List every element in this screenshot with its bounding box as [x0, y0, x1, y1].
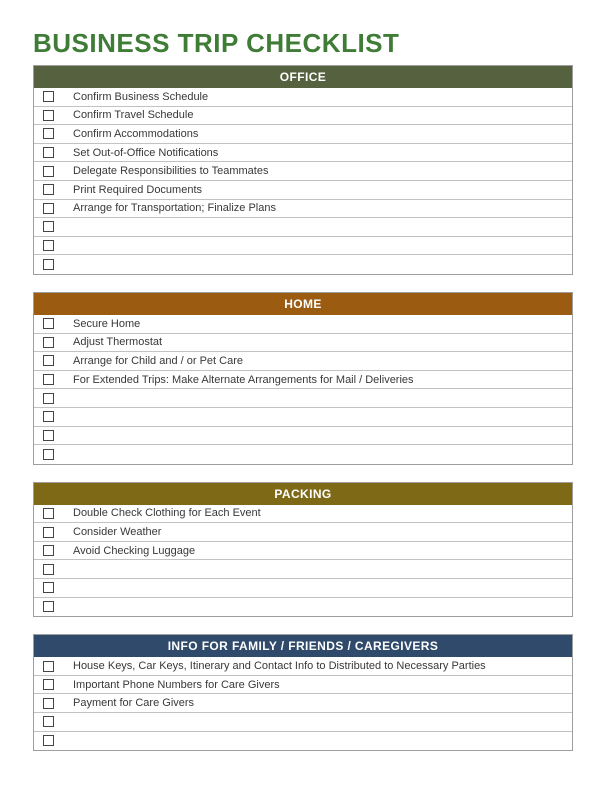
- row-label: Arrange for Transportation; Finalize Plans: [73, 202, 276, 215]
- checkbox[interactable]: [43, 203, 54, 214]
- checklist-row-empty: [34, 713, 572, 732]
- checklist-row-empty: [34, 445, 572, 464]
- checkbox[interactable]: [43, 430, 54, 441]
- checkbox[interactable]: [43, 355, 54, 366]
- checklist-row-empty: [34, 218, 572, 237]
- checkbox[interactable]: [43, 698, 54, 709]
- checklist-row-empty: [34, 427, 572, 446]
- checkbox[interactable]: [43, 259, 54, 270]
- checkbox[interactable]: [43, 184, 54, 195]
- checkbox[interactable]: [43, 716, 54, 727]
- row-label: Confirm Accommodations: [73, 127, 199, 140]
- section-info-for-family-friends-caregivers: [33, 634, 573, 751]
- row-label: Arrange for Child and / or Pet Care: [73, 354, 243, 367]
- checklist-row: [34, 505, 572, 524]
- checkbox[interactable]: [43, 221, 54, 232]
- row-label: Print Required Documents: [73, 183, 203, 196]
- section-packing: [33, 482, 573, 618]
- section-header-packing: PACKING: [34, 483, 572, 505]
- section-home: [33, 292, 573, 465]
- checkbox[interactable]: [43, 240, 54, 251]
- row-label: Avoid Checking Luggage: [73, 544, 196, 557]
- row-label: Confirm Business Schedule: [73, 90, 209, 103]
- checkbox[interactable]: [43, 545, 54, 556]
- checklist-row: [34, 657, 572, 676]
- row-label: Secure Home: [73, 317, 141, 330]
- section-header-home: HOME: [34, 293, 572, 315]
- page-title: BUSINESS TRIP CHECKLIST: [33, 28, 400, 58]
- checkbox[interactable]: [43, 110, 54, 121]
- row-label: Payment for Care Givers: [73, 697, 195, 710]
- row-label: Adjust Thermostat: [73, 336, 163, 349]
- checklist-row: [34, 334, 572, 353]
- checklist-row: [34, 371, 572, 390]
- checklist-row: [34, 315, 572, 334]
- row-label: For Extended Trips: Make Alternate Arrangements for Mail / Deliveries: [73, 373, 414, 386]
- checkbox[interactable]: [43, 582, 54, 593]
- checkbox[interactable]: [43, 735, 54, 746]
- checklist-row-empty: [34, 408, 572, 427]
- row-label: Double Check Clothing for Each Event: [73, 507, 261, 520]
- section-header-info-for-family-friends-caregivers: INFO FOR FAMILY / FRIENDS / CAREGIVERS: [34, 635, 572, 657]
- checklist-row: [34, 676, 572, 695]
- checklist-row: [34, 523, 572, 542]
- checklist-row: [34, 125, 572, 144]
- checklist-row: [34, 162, 572, 181]
- checkbox[interactable]: [43, 128, 54, 139]
- checkbox[interactable]: [43, 527, 54, 538]
- checkbox[interactable]: [43, 166, 54, 177]
- checklist-row-empty: [34, 732, 572, 751]
- row-label: Important Phone Numbers for Care Givers: [73, 678, 280, 691]
- checklist-row: [34, 181, 572, 200]
- row-label: Confirm Travel Schedule: [73, 109, 194, 122]
- section-header-office: OFFICE: [34, 66, 572, 88]
- checklist-row-empty: [34, 560, 572, 579]
- checkbox[interactable]: [43, 449, 54, 460]
- checklist-row-empty: [34, 598, 572, 617]
- checkbox[interactable]: [43, 393, 54, 404]
- checklist-row: [34, 107, 572, 126]
- checklist-row: [34, 542, 572, 561]
- checkbox[interactable]: [43, 411, 54, 422]
- checkbox[interactable]: [43, 661, 54, 672]
- checklist-row-empty: [34, 255, 572, 274]
- checklist-row-empty: [34, 389, 572, 408]
- checkbox[interactable]: [43, 337, 54, 348]
- section-office: [33, 65, 573, 275]
- checkbox[interactable]: [43, 147, 54, 158]
- checklist-row: [34, 200, 572, 219]
- checklist-row-empty: [34, 237, 572, 256]
- checkbox[interactable]: [43, 318, 54, 329]
- checklist-row-empty: [34, 579, 572, 598]
- checkbox[interactable]: [43, 601, 54, 612]
- checkbox[interactable]: [43, 91, 54, 102]
- row-label: Consider Weather: [73, 526, 162, 539]
- checklist-sections: [33, 65, 573, 751]
- checkbox[interactable]: [43, 679, 54, 690]
- checkbox[interactable]: [43, 564, 54, 575]
- checklist-row: [34, 352, 572, 371]
- row-label: House Keys, Car Keys, Itinerary and Contact Info to Distributed to Necessary Parties: [73, 660, 486, 673]
- checklist-row: [34, 144, 572, 163]
- row-label: Set Out-of-Office Notifications: [73, 146, 219, 159]
- checklist-row: [34, 88, 572, 107]
- checkbox[interactable]: [43, 508, 54, 519]
- checklist-row: [34, 694, 572, 713]
- checkbox[interactable]: [43, 374, 54, 385]
- row-label: Delegate Responsibilities to Teammates: [73, 165, 269, 178]
